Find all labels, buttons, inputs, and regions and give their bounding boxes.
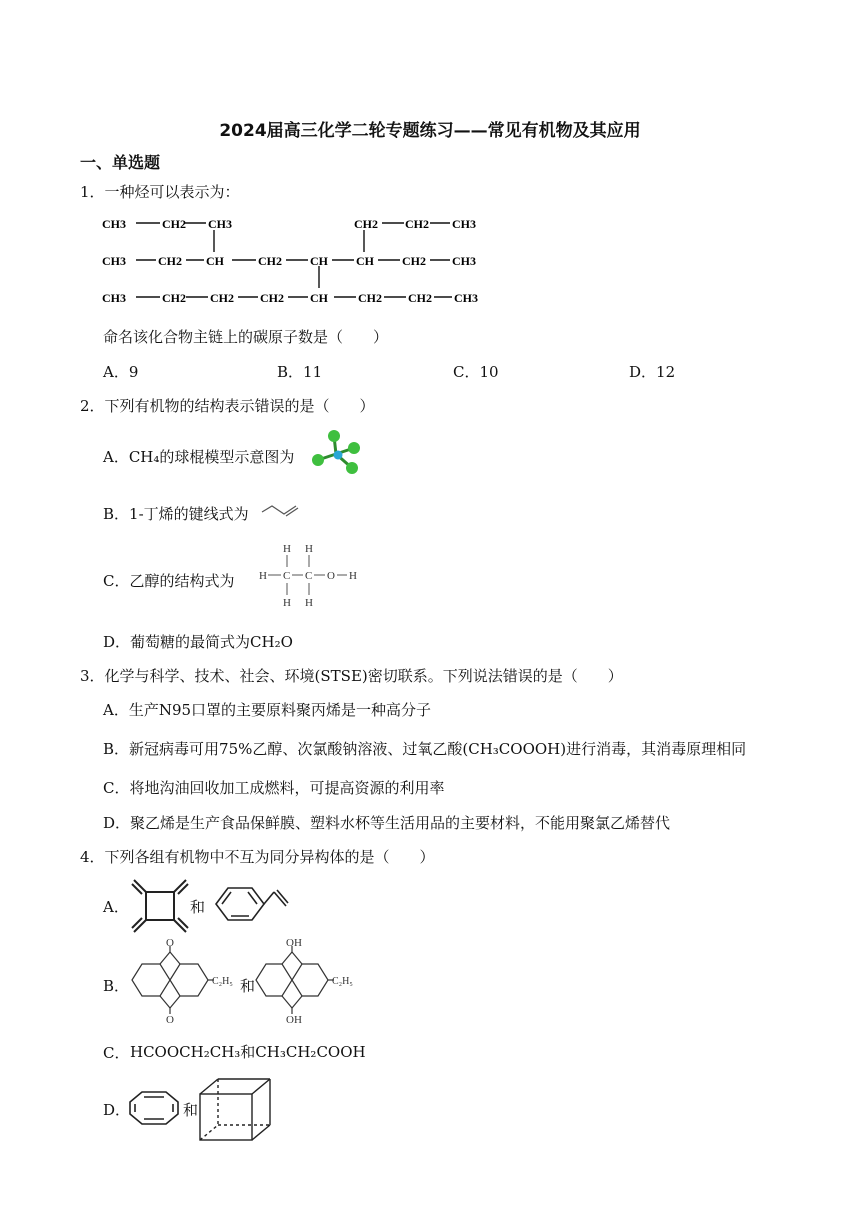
styrene-structure [206, 884, 290, 924]
q4-a-and: 和 [190, 898, 206, 916]
q4-option-c-label: C． [103, 1044, 130, 1062]
row3-atom: CH2 [358, 291, 382, 305]
row3-atom: CH3 [454, 291, 478, 305]
section-heading: 一、单选题 [80, 153, 161, 172]
q2-option-d: D．葡萄糖的最简式为CH₂O [103, 633, 293, 651]
q3-option-a: A．生产N95口罩的主要原料聚丙烯是一种高分子 [103, 701, 432, 719]
row3-atom: CH2 [210, 291, 234, 305]
atom-h: H [283, 597, 291, 609]
atom-h: H [305, 597, 313, 609]
row2-atom: CH [206, 254, 224, 268]
row1-atom: CH2 [162, 217, 186, 231]
q1-option-a: A．9 [103, 363, 139, 381]
row2-atom: CH3 [102, 254, 126, 268]
row1-atom: CH2 [354, 217, 378, 231]
atom-h: H [305, 543, 313, 555]
row3-atom: CH [310, 291, 328, 305]
atom-o: O [327, 570, 335, 582]
row3-atom: CH3 [102, 291, 126, 305]
q2-option-c: C．乙醇的结构式为 [103, 572, 235, 590]
ethyl-label: C₂H₅ [332, 976, 353, 987]
atom-h: H [349, 570, 357, 582]
oxygen-label: O [166, 937, 174, 949]
ball-stick-model-icon [308, 428, 364, 478]
page-title: 2024届高三化学二轮专题练习——常见有机物及其应用 [219, 121, 641, 141]
row1-atom: CH3 [452, 217, 476, 231]
row1-atom: CH2 [405, 217, 429, 231]
ethanol-structural-formula [256, 538, 366, 610]
row1-atom: CH3 [208, 217, 232, 231]
ethyl-label: C₂H₅ [212, 976, 233, 987]
q2-option-b: B．1-丁烯的键线式为 [103, 505, 249, 523]
q4-option-b-label: B． [103, 977, 130, 995]
q3-option-c: C．将地沟油回收加工成燃料，可提高资源的利用率 [103, 779, 445, 797]
cyclooctatetraene-structure [128, 1090, 180, 1126]
q1-question: 命名该化合物主链上的碳原子数是（ ） [103, 328, 389, 346]
q2-option-a: A．CH₄的球棍模型示意图为 [103, 448, 295, 466]
q1-option-c: C．10 [453, 363, 499, 381]
q3-option-b: B．新冠病毒可用75%乙醇、次氯酸钠溶液、过氧乙酸(CH₃COOOH)进行消毒，其消毒原理相同 [103, 740, 747, 758]
row2-atom: CH [356, 254, 374, 268]
q4-option-a-label: A． [103, 898, 129, 916]
atom-c: C [305, 570, 313, 582]
atom-c: C [283, 570, 291, 582]
q3-stem: 3．化学与科学、技术、社会、环境(STSE)密切联系。下列说法错误的是（ ） [80, 667, 623, 685]
q3-option-d: D．聚乙烯是生产食品保鲜膜、塑料水杯等生活用品的主要材料，不能用聚氯乙烯替代 [103, 814, 671, 832]
row2-atom: CH2 [258, 254, 282, 268]
q1-structural-formula [100, 208, 490, 312]
row2-atom: CH2 [158, 254, 182, 268]
hydroxyl-label: OH [286, 1014, 302, 1024]
cubane-structure [196, 1076, 276, 1144]
row2-atom: CH2 [402, 254, 426, 268]
row3-atom: CH2 [408, 291, 432, 305]
q1-option-d: D．12 [629, 363, 676, 381]
q2-stem: 2．下列有机物的结构表示错误的是（ ） [80, 397, 375, 415]
row3-atom: CH2 [260, 291, 284, 305]
ethylanthraquinone-structure [126, 936, 244, 1024]
hydroxyl-label: OH [286, 937, 302, 949]
atom-h: H [283, 543, 291, 555]
q4-b-and: 和 [240, 977, 256, 995]
q4-stem: 4．下列各组有机物中不互为同分异构体的是（ ） [80, 848, 435, 866]
atom-h: H [259, 570, 267, 582]
row2-atom: CH [310, 254, 328, 268]
q1-stem: 1．一种烃可以表示为： [80, 183, 240, 201]
q1-option-b: B．11 [277, 363, 323, 381]
row1-atom: CH3 [102, 217, 126, 231]
q4-option-d-label: D． [103, 1101, 131, 1119]
row3-atom: CH2 [162, 291, 186, 305]
butene-skeletal-formula [258, 500, 304, 520]
oxygen-label: O [166, 1014, 174, 1024]
row2-atom: CH3 [452, 254, 476, 268]
ethylanthrahydroquinone-structure [252, 936, 364, 1024]
q4-option-c-formula: HCOOCH₂CH₃和CH₃CH₂COOH [130, 1043, 366, 1061]
dimethylenecyclobutene-structure [128, 874, 192, 938]
q4-d-and: 和 [183, 1101, 199, 1119]
